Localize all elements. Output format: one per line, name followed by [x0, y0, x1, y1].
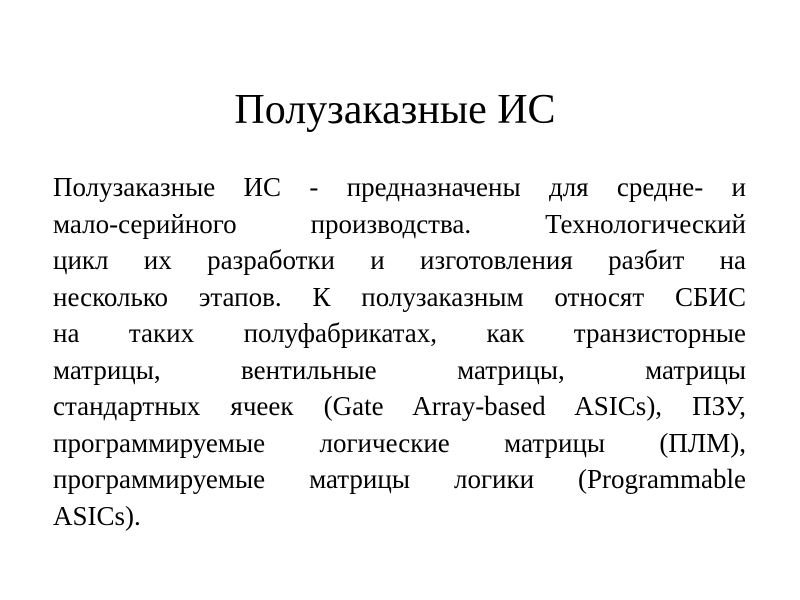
- body-line: несколько этапов. К полузаказным относят СБИС: [53, 281, 746, 312]
- body-line: на таких полуфабрикатах, как транзисторные: [53, 318, 746, 348]
- body-line: стандартных ячеек (Gate Array-based ASICs), ПЗУ,: [53, 391, 746, 421]
- body-line: Полузаказные ИС - предназначены для средне- и: [53, 172, 746, 202]
- slide-body-text: [53, 169, 746, 534]
- slide-title: Полузаказные ИС: [234, 87, 556, 133]
- body-line: программируемые матрицы логики (Programmable: [53, 464, 746, 494]
- body-line: матрицы, вентильные матрицы, матрицы: [53, 354, 746, 385]
- body-line: цикл их разработки и изготовления разбит на: [53, 245, 746, 275]
- body-line: ASICs).: [53, 500, 141, 531]
- body-line: программируемые логические матрицы (ПЛМ),: [53, 427, 746, 458]
- body-line: мало-серийного производства. Технологический: [53, 208, 746, 239]
